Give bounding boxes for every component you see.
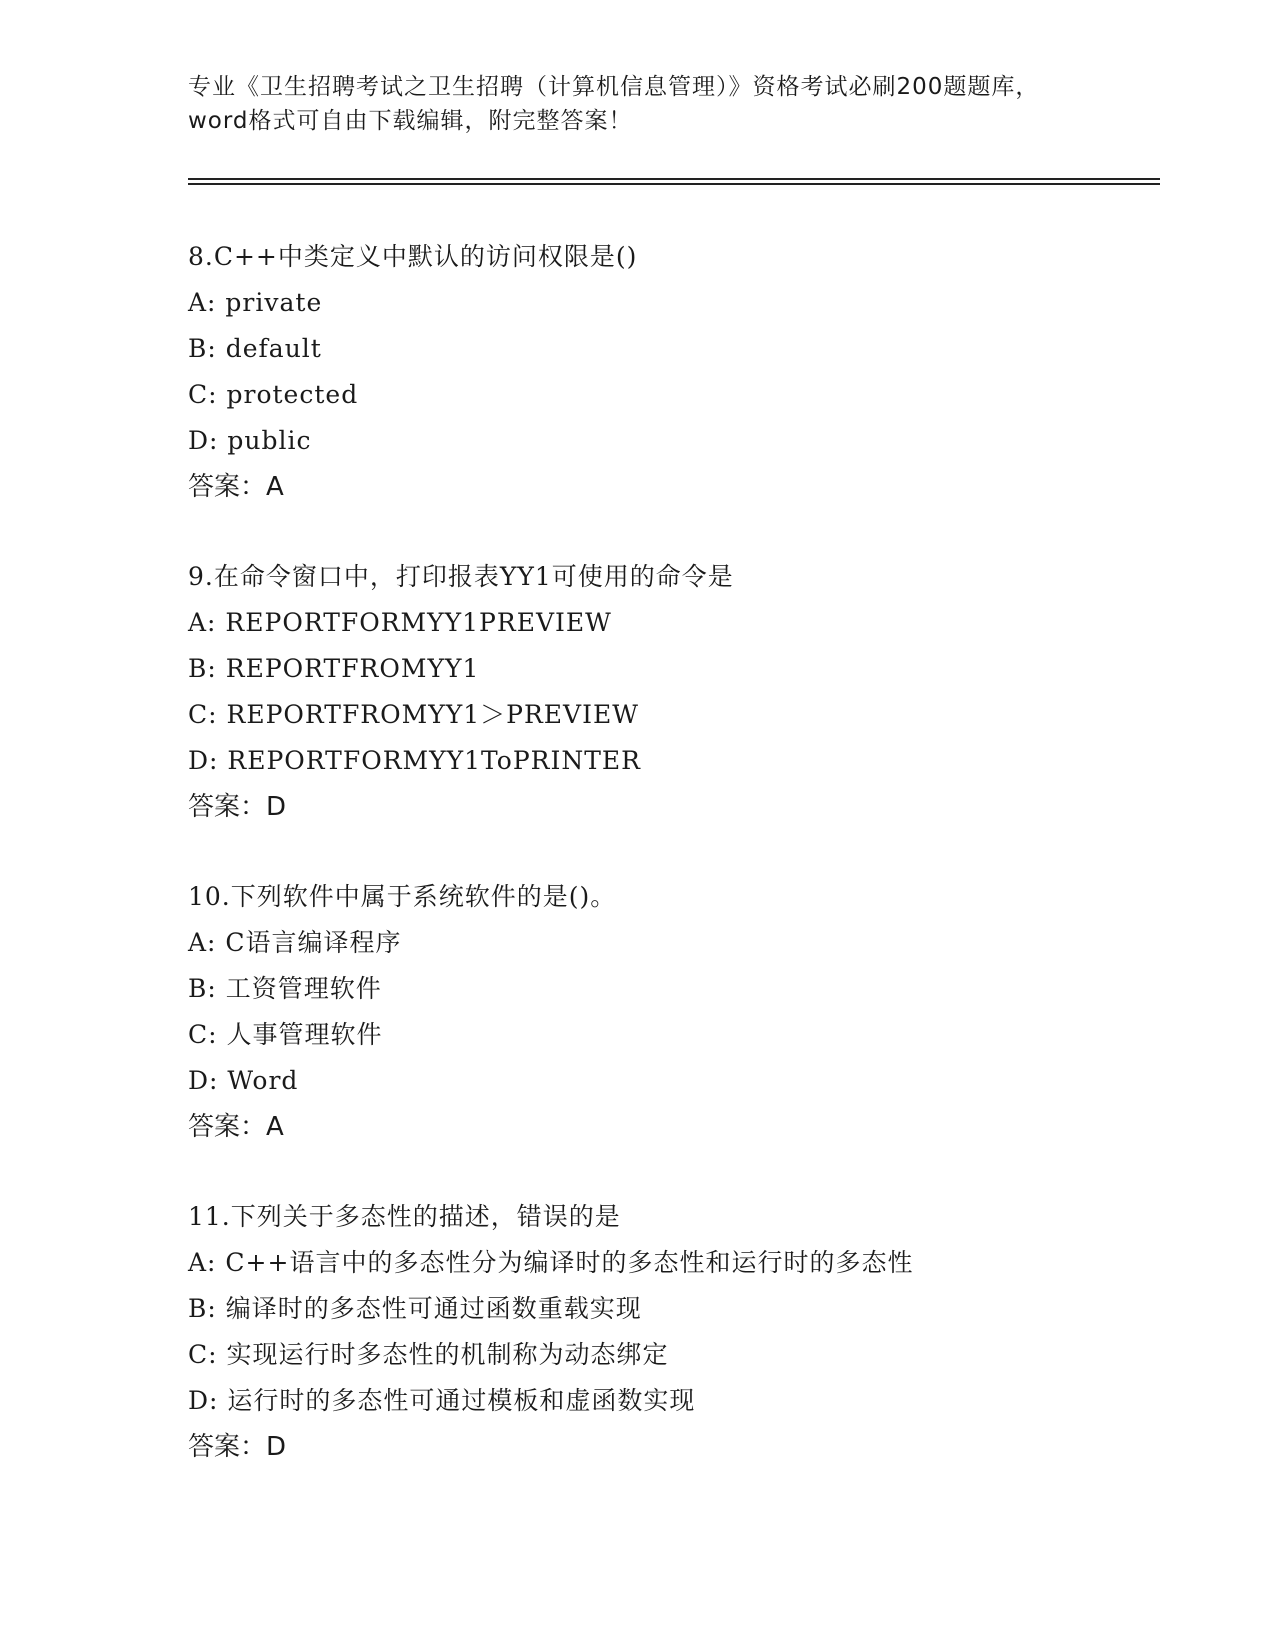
answer: 答案：D xyxy=(188,1432,287,1462)
question-9 xyxy=(188,554,1188,830)
header-divider-top xyxy=(188,178,1160,180)
option-a: A: C++语言中的多态性分为编译时的多态性和运行时的多态性 xyxy=(188,1248,914,1277)
option-a: A: REPORTFORMYY1PREVIEW xyxy=(188,608,612,637)
header-line-2: word格式可自由下载编辑，附完整答案！ xyxy=(188,108,633,134)
option-a: A: private xyxy=(188,288,323,317)
header-line-1: 专业《卫生招聘考试之卫生招聘（计算机信息管理）》资格考试必刷200题题库， xyxy=(188,74,1040,100)
option-c: C: 实现运行时多态性的机制称为动态绑定 xyxy=(188,1340,669,1369)
question-11 xyxy=(188,1194,1188,1470)
answer: 答案：A xyxy=(188,1112,284,1142)
header-divider-bottom xyxy=(188,183,1160,185)
option-c: C: REPORTFROMYY1＞PREVIEW xyxy=(188,700,639,729)
option-b: B: default xyxy=(188,334,322,363)
option-d: D: REPORTFORMYY1ToPRINTER xyxy=(188,746,641,775)
option-d: D: 运行时的多态性可通过模板和虚函数实现 xyxy=(188,1386,696,1415)
option-b: B: 编译时的多态性可通过函数重载实现 xyxy=(188,1294,642,1323)
document-header xyxy=(188,70,1088,138)
option-d: D: Word xyxy=(188,1066,299,1095)
question-stem: 8.C++中类定义中默认的访问权限是() xyxy=(188,242,638,271)
answer: 答案：D xyxy=(188,792,287,822)
option-c: C: 人事管理软件 xyxy=(188,1020,383,1049)
option-d: D: public xyxy=(188,426,312,455)
question-stem: 10.下列软件中属于系统软件的是()。 xyxy=(188,882,617,911)
option-b: B: 工资管理软件 xyxy=(188,974,382,1003)
question-8 xyxy=(188,234,1188,510)
answer: 答案：A xyxy=(188,472,284,502)
question-stem: 11.下列关于多态性的描述，错误的是 xyxy=(188,1202,621,1231)
option-a: A: C语言编译程序 xyxy=(188,928,402,957)
option-c: C: protected xyxy=(188,380,359,409)
option-b: B: REPORTFROMYY1 xyxy=(188,654,480,683)
question-10 xyxy=(188,874,1188,1150)
question-stem: 9.在命令窗口中，打印报表YY1可使用的命令是 xyxy=(188,562,734,591)
